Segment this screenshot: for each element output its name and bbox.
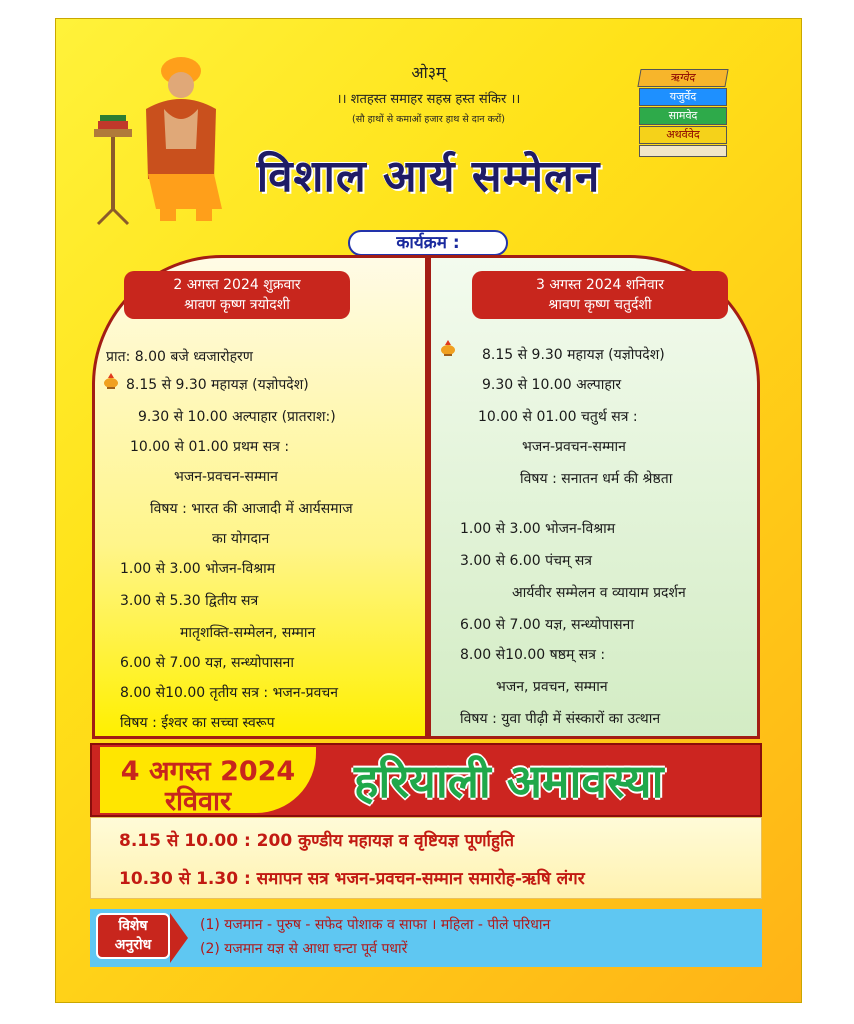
day3-schedule xyxy=(90,817,762,899)
day1-item: 9.30 से 10.00 अल्पाहार (प्रातराश:) xyxy=(138,409,336,425)
day2-item: 9.30 से 10.00 अल्पाहार xyxy=(482,377,622,393)
day2-item: भजन-प्रवचन-सम्मान xyxy=(522,439,626,455)
day3-date-box xyxy=(100,747,316,817)
day2-item: विषय : सनातन धर्म की श्रेष्ठता xyxy=(520,471,673,487)
day1-item: प्रात: 8.00 बजे ध्वजारोहरण xyxy=(106,349,253,365)
main-title: विशाल आर्य सम्मेलन xyxy=(256,151,601,202)
request-label xyxy=(96,913,170,959)
day2-item: भजन, प्रवचन, सम्मान xyxy=(496,679,608,695)
om-heading: ओ३म् xyxy=(411,63,446,82)
book-rigveda: ऋग्वेद xyxy=(637,69,728,87)
day2-item: 1.00 से 3.00 भोजन-विश्राम xyxy=(460,521,616,537)
day1-item: 1.00 से 3.00 भोजन-विश्राम xyxy=(120,561,276,577)
kalash-icon xyxy=(102,372,120,390)
arrow-icon xyxy=(170,913,188,963)
day2-tithi: श्रावण कृष्ण चतुर्दशी xyxy=(548,297,652,313)
day2-date: 3 अगस्त 2024 शनिवार xyxy=(536,277,664,293)
book-atharvaveda: अथर्ववेद xyxy=(639,126,727,144)
day1-item: विषय : भारत की आजादी में आर्यसमाज xyxy=(150,501,353,517)
book-yajurveda: यजुर्वेद xyxy=(639,88,727,106)
day3-weekday: रविवार xyxy=(164,786,232,817)
kalash-icon xyxy=(439,339,457,357)
day1-item: 8.00 से10.00 तृतीय सत्र : भजन-प्रवचन xyxy=(120,685,339,701)
sloka-meaning: (सौ हाथों से कमाओं हजार हाथ से दान करों) xyxy=(352,114,505,125)
poster xyxy=(55,18,802,1003)
program-label: कार्यक्रम : xyxy=(348,230,508,256)
request-line: (2) यजमान यज्ञ से आधा घन्टा पूर्व पधारें xyxy=(200,941,408,957)
day1-date-badge xyxy=(124,271,350,319)
day2-item: 10.00 से 01.00 चतुर्थ सत्र : xyxy=(478,409,638,425)
day1-date: 2 अगस्त 2024 शुक्रवार xyxy=(173,277,301,293)
day1-item: का योगदान xyxy=(212,531,270,547)
day2-item: विषय : युवा पीढ़ी में संस्कारों का उत्थान xyxy=(460,711,661,727)
day1-item: 8.15 से 9.30 महायज्ञ (यज्ञोपदेश) xyxy=(126,377,309,393)
sloka-text: ।। शतहस्त समाहर सहस्र हस्त संकिर ।। xyxy=(336,92,521,107)
day1-item: मातृशक्ति-सम्मेलन, सम्मान xyxy=(180,625,316,641)
request-label-line: विशेष xyxy=(118,918,148,934)
day2-column xyxy=(428,255,760,739)
day2-date-badge xyxy=(472,271,728,319)
book-samaveda: सामवेद xyxy=(639,107,727,125)
day1-item: 10.00 से 01.00 प्रथम सत्र : xyxy=(130,439,290,455)
day2-item: आर्यवीर सम्मेलन व व्यायाम प्रदर्शन xyxy=(512,585,686,601)
day3-banner xyxy=(90,743,762,817)
day2-item: 3.00 से 6.00 पंचम् सत्र xyxy=(460,553,593,569)
day1-item: विषय : ईश्वर का सच्चा स्वरूप xyxy=(120,715,275,731)
day3-schedule-line: 10.30 से 1.30 : समापन सत्र भजन-प्रवचन-सम्मान समारोह-ऋषि लंगर xyxy=(119,869,585,889)
day1-item: 6.00 से 7.00 यज्ञ, सन्ध्योपासना xyxy=(120,655,294,671)
day3-schedule-line: 8.15 से 10.00 : 200 कुण्डीय महायज्ञ व वृष्टियज्ञ पूर्णाहुति xyxy=(119,831,515,851)
request-label-line: अनुरोध xyxy=(114,937,152,953)
day2-item: 8.00 से10.00 षष्ठम् सत्र : xyxy=(460,647,606,663)
day3-title: हरियाली अमावस्या xyxy=(354,754,664,808)
request-line: (1) यजमान - पुरुष - सफेद पोशाक व साफा । महिला - पीले परिधान xyxy=(200,917,551,933)
day2-item: 6.00 से 7.00 यज्ञ, सन्ध्योपासना xyxy=(460,617,634,633)
day3-date: 4 अगस्त 2024 xyxy=(120,756,296,787)
day1-item: 3.00 से 5.30 द्वितीय सत्र xyxy=(120,593,259,609)
day2-item: 8.15 से 9.30 महायज्ञ (यज्ञोपदेश) xyxy=(482,347,665,363)
special-request xyxy=(90,909,762,967)
day1-tithi: श्रावण कृष्ण त्रयोदशी xyxy=(184,297,290,313)
day1-item: भजन-प्रवचन-सम्मान xyxy=(174,469,278,485)
